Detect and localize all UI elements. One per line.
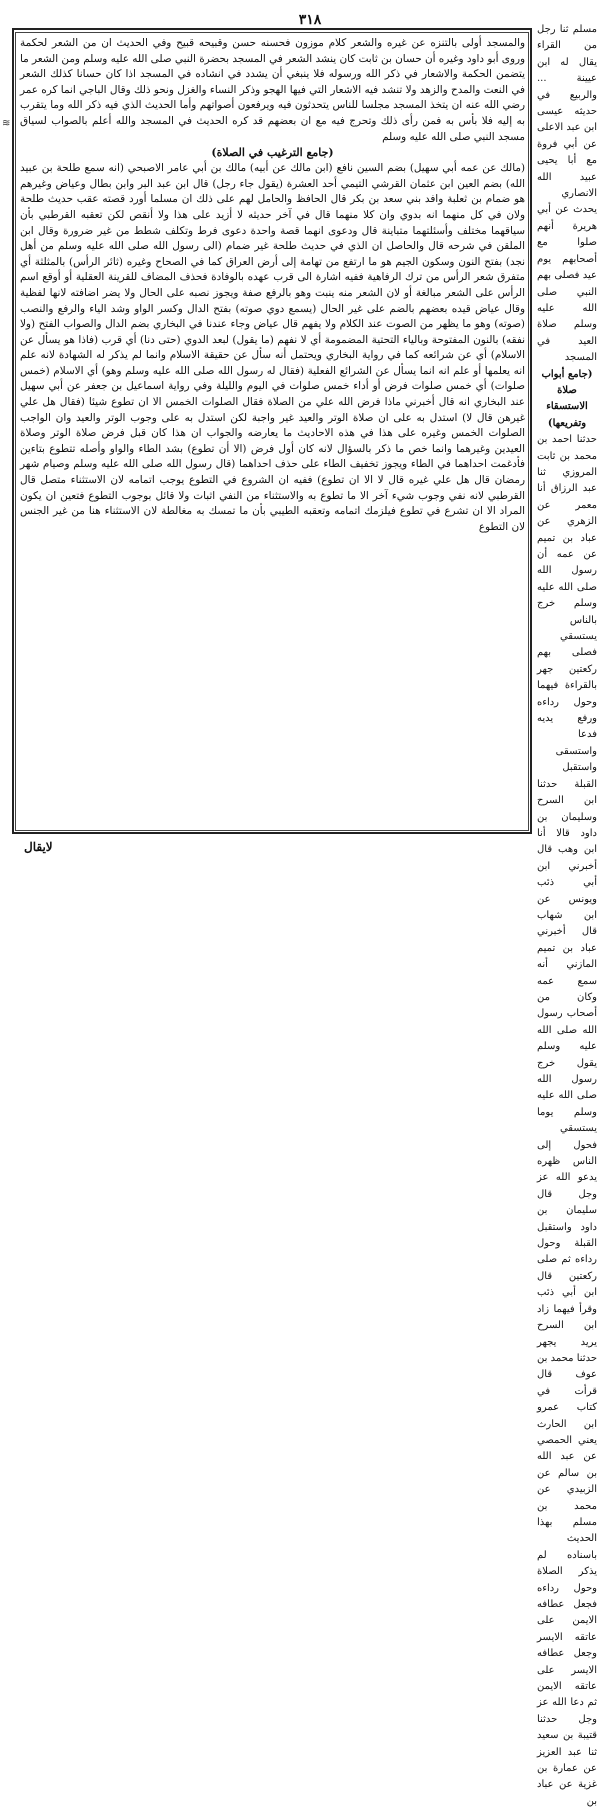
main-paragraph-1: والمسجد أولى بالتنزه عن غيره والشعر كلام موزون فحسنه حسن وقبيحه قبيح وفي الحديث ان من الشعر لحكمة وروى أبو داود وغيره أن حسان بن ثابت كان ينشد الشعر في المسجد بحضرة النبي صلى الله عليه وسلم ومن الشعر ما يتضمن الحكمة والاشعار في ذكر الله ورسوله فلا ينبغي أن يشدد في انشاده في المسجد اذا كان حسانا كذلك الشعر في النعت والمدح والزهد ولا تنشد فيه الاشعار التي فيها الهجو وذكر النساء والغزل ونحو ذلك وقال الباجي انما كره عمر رضي الله عنه ان يتخذ المسجد مجلسا للناس يتحدثون فيه ويرفعون أصواتهم وأما الحديث الذي فيه ذكر الله وما يتقرب به إليه فلا بأس به فمن رأى ذلك وتحرج فيه مع ان بعضهم قد كره الحديث في المسجد والله أعلم بالصواب لسياق مسجد النبي صلى الله عليه وسلم [20, 37, 525, 143]
page-number: ٣١٨ [298, 12, 322, 28]
margin-paragraph-2: حدثنا احمد بن محمد بن ثابت المروزي ثنا عبد الرزاق أنا معمر عن الزهري عن عباد بن تميم عن عمه أن رسول الله صلى الله عليه وسلم خرج بالناس يستسقي فصلى بهم ركعتين جهر بالقراءة فيهما وحول رداءه ورفع يديه فدعا واستسقى واستقبل القبلة حدثنا ابن السرح وسليمان بن داود قالا أنا ابن وهب قال أخبرني ابن أبي ذئب ويونس عن ابن شهاب قال أخبرني عباد بن تميم المازني أنه سمع عمه وكان من أصحاب رسول الله صلى الله عليه وسلم يقول خرج رسول الله صلى الله عليه وسلم يوما يستسقي فحول إلى الناس ظهره يدعو الله عز وجل قال سليمان بن داود واستقبل القبلة وحول رداءه ثم صلى ركعتين قال ابن أبي ذئب وقرأ فيهما زاد ابن السرح يريد يجهر حدثنا محمد بن عوف قال قرأت في كتاب عمرو ابن الحارث يعني الحمصي عن عبد الله بن سالم عن الزبيدي عن محمد بن مسلم بهذا الحديث باسناده لم يذكر الصلاة وحول رداءه فجعل عطافه الايمن على عاتقه الايسر وجعل عطافه الايسر على عاتقه الايمن ثم دعا الله عز وجل حدثنا قتيبة بن سعيد ثنا عبد العزيز عن عمارة بن غزية عن عباد بن [537, 434, 597, 1807]
main-paragraph-2: (مالك عن عمه أبي سهيل) بضم السين نافع (ابن مالك عن أبيه) مالك بن أبي عامر الاصبحي (انه سمع طلحة بن عبيد الله) بضم العين ابن عثمان القرشي التيمي أحد العشرة (يقول جاء رجل) قال ابن عبد البر وابن بطال وعياض وغيرهم هو ضمام بن ثعلبة وافد بني سعد بن بكر قال الحافظ والحامل لهم على ذلك ان مسلما أورد قصته عقب حديث طلحة ولان في كل منهما انه بدوي وان كلا منهما قال في آخر حديثه لا أزيد على هذا ولا أنقص لكن تعقبه القرطبي بأن سياقهما مختلف وأسئلتهما متباينة قال ودعوى انهما قصة واحدة دعوى فرط وتكلف شطط من غير ضرورة وقال ابن الملقن في شرحه قال والحاصل ان الذي في حديث طلحة غير ضمام (الى رسول الله صلى الله عليه وسلم من أهل نجد) بفتح النون وسكون الجيم هو ما ارتفع من تهامة إلى أرض العراق كما في الصحاح وغيره (ثائر الرأس) بالمثلثة أي متفرق شعر الرأس من ترك الرفاهية ففيه اشارة الى قرب عهده بالوفادة فحذف المضاف للقرينة العقلية أو أوقع اسم الرأس على الشعر مبالغة أو لان الشعر منه ينبت وهو بالرفع صفة ويجوز نصبه على الحال ولا يضر اضافته لانها لفظية وقال عياض قيده بعضهم بالضم على غير الحال (يسمع دوي صوته) بفتح الدال وكسر الواو وشد الياء والرفع والنصب (صوته) وهو ما يظهر من الصوت عند الكلام ولا يفهم قال عياض وجاء عندنا في البخاري بضم الدال والصواب الفتح (ولا نفقه) بالنون المفتوحة وبالياء التحتية المضمومة أي لا نفهم (ما يقول) لبعد الدوي (حتى دنا) أي قرب (فاذا هو يسأل عن الاسلام) أي عن شرائعه كما في رواية البخاري ويحتمل أنه سأل عن حقيقة الاسلام وانما لم يذكر له الشهادة لانه علم انه يعلمها أو علم انه انما يسأل عن الشرائع الفعلية (فقال له رسول الله صلى الله عليه وسلم وهو) أي الاسلام (خمس صلوات) أي خمس صلوات فرض أو أداء خمس صلوات في اليوم والليلة وفي رواية اسماعيل بن جعفر عن أبي سهيل عند البخاري انه قال أخبرني ماذا فرض الله علي من الصلاة فقال الصلوات الخمس الا ان تطوع شيئا (فقال هل علي غيرهن قال لا) استدل به على ان صلاة الوتر والعيد غير واجبة لكن استدل به على وجوب الوتر والعيد وان الواجب الصلوات الخمس وغيره على هذا في هذه الاحاديث ما يعارضه والجواب ان هذا كان قبل فرض صلاة الوتر وصلاة العيدين وغيرهما وانما خص ما ذكر بالسؤال لانه كان أول فرض (الا أن تطوع) بشد الطاء والواو وأصله تتطوع بتاءين فأدغمت احداهما في الطاء ويجوز تخفيف الطاء على حذف احداهما (قال رسول الله صلى الله عليه وسلم وصيام شهر رمضان قال هل علي غيره قال لا الا ان تطوع) ففيه ان الشروع في التطوع يوجب اتمامه لان الاستثناء متصل قال القرطبي لانه نفي وجوب شيء آخر الا ما تطوع به والاستثناء من النفي اثبات ولا قائل بوجوب التطوع فتعين ان يكون المراد الا ان تشرع في تطوع فيلزمك اتمامه وتعقبه الطيبي بأن ما تمسك به مغالطة لان الاستثناء هنا من غير الجنس لان التطوع [20, 162, 525, 533]
main-text-block [20, 36, 525, 826]
corner-mark: ≋ [2, 118, 11, 129]
catchword: لايقال [24, 840, 53, 854]
margin-paragraph-1: مسلم ثنا رجل من القراء يقال له ابن عيينة ... والربيع في حديثه عيسى ابن عبد الاعلى عن أبي فروة مع أبا يحيى عبيد الله الانصاري يحدث عن أبي هريرة أنهم صلوا مع أصحابهم يوم عيد فصلى بهم النبي صلى الله عليه وسلم صلاة العيد في المسجد [537, 24, 597, 364]
margin-column [537, 22, 597, 1807]
main-section-heading: (جامع الترغيب في الصلاة) [211, 146, 334, 160]
margin-section-heading: (جامع أبواب صلاة الاستسقاء وتفريعها) [541, 368, 593, 429]
